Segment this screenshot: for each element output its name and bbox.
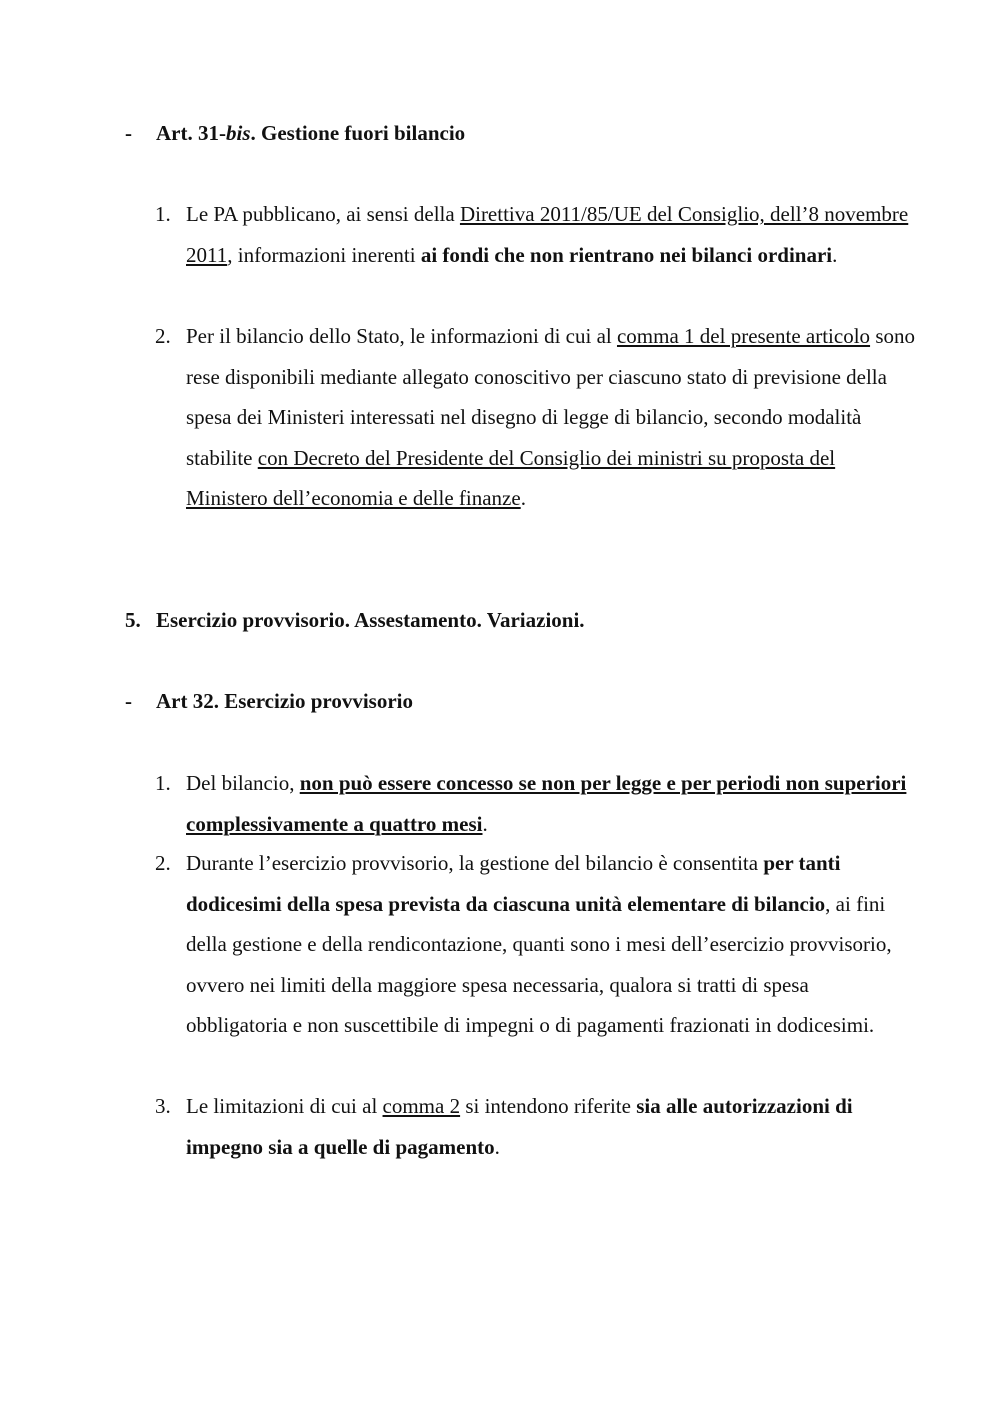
list-item-31bis-1 bbox=[155, 194, 915, 275]
text-run: Per il bilancio dello Stato, le informazioni di cui al bbox=[186, 324, 617, 348]
heading-marker: 5. bbox=[125, 608, 141, 632]
list-item-32-2 bbox=[155, 843, 915, 1046]
text-run: Le PA pubblicano, ai sensi della bbox=[186, 202, 460, 226]
text-run: . bbox=[832, 242, 838, 267]
list-number: 1. bbox=[155, 771, 171, 795]
list-item-text bbox=[186, 763, 915, 844]
bold-emphasis: sia alle autorizzazioni di impegno sia a quelle di pagamento bbox=[186, 1094, 853, 1159]
underlined-reference: comma 2 bbox=[382, 1094, 461, 1118]
heading-title-italic: bis bbox=[225, 121, 251, 145]
list-item-text bbox=[186, 316, 915, 519]
list-item-32-1 bbox=[155, 763, 915, 844]
list-number: 2. bbox=[155, 324, 171, 348]
text-run: , informazioni inerenti bbox=[227, 242, 421, 267]
text-run: sono rese disponibili mediante allegato conoscitivo per ciascuno stato di previsione della spesa dei Ministeri interessati nel disegno di legge di bilancio, secondo modalità stabilite bbox=[186, 324, 915, 470]
heading-section-5 bbox=[125, 600, 585, 641]
list-item-32-3 bbox=[155, 1086, 915, 1167]
text-run: Le limitazioni di cui al bbox=[186, 1094, 383, 1118]
text-run: Del bilancio, bbox=[186, 771, 300, 795]
list-item-text bbox=[186, 194, 915, 275]
list-number: 1. bbox=[155, 202, 171, 226]
list-item-31bis-2 bbox=[155, 316, 915, 519]
text-run: . bbox=[520, 486, 526, 510]
list-item-text bbox=[186, 1086, 915, 1167]
bold-emphasis: per tanti dodicesimi della spesa prevista da ciascuna unità elementare di bilancio bbox=[186, 851, 841, 916]
heading-art-31-bis bbox=[125, 113, 465, 154]
text-run: . bbox=[482, 811, 488, 836]
underlined-reference: comma 1 del presente articolo bbox=[616, 324, 871, 348]
list-number: 3. bbox=[155, 1094, 171, 1118]
text-run: si intendono riferite bbox=[460, 1094, 637, 1118]
list-item-text bbox=[186, 843, 915, 1046]
bold-emphasis: ai fondi che non rientrano nei bilanci ordinari bbox=[420, 242, 833, 267]
heading-marker: - bbox=[125, 121, 132, 145]
heading-title-part: . Gestione fuori bilancio bbox=[250, 121, 466, 145]
text-run: , ai fini della gestione e della rendicontazione, quanti sono i mesi dell’esercizio provvisorio, ovvero nei limiti della maggiore spesa necessaria, qualora si tratti di spesa obbligatoria e non suscettibile di impegni o di pagamenti frazionati in dodicesimi. bbox=[186, 891, 892, 1037]
bold-underlined-emphasis: non può essere concesso se non per legge e per periodi non superiori complessivamente a quattro mesi bbox=[186, 771, 907, 836]
text-run: . bbox=[494, 1134, 500, 1159]
list-number: 2. bbox=[155, 851, 171, 875]
heading-title: Art 32. Esercizio provvisorio bbox=[156, 689, 414, 713]
heading-title-part: Art. 31- bbox=[156, 121, 226, 145]
heading-title: Esercizio provvisorio. Assestamento. Variazioni. bbox=[156, 608, 585, 632]
underlined-reference: Direttiva 2011/85/UE del Consiglio, dell’8 novembre 2011 bbox=[186, 202, 909, 267]
text-run: Durante l’esercizio provvisorio, la gestione del bilancio è consentita bbox=[186, 851, 764, 875]
heading-marker: - bbox=[125, 689, 132, 713]
heading-art-32 bbox=[125, 681, 413, 722]
underlined-reference: con Decreto del Presidente del Consiglio dei ministri su proposta del Ministero dell’economia e delle finanze bbox=[186, 445, 836, 510]
